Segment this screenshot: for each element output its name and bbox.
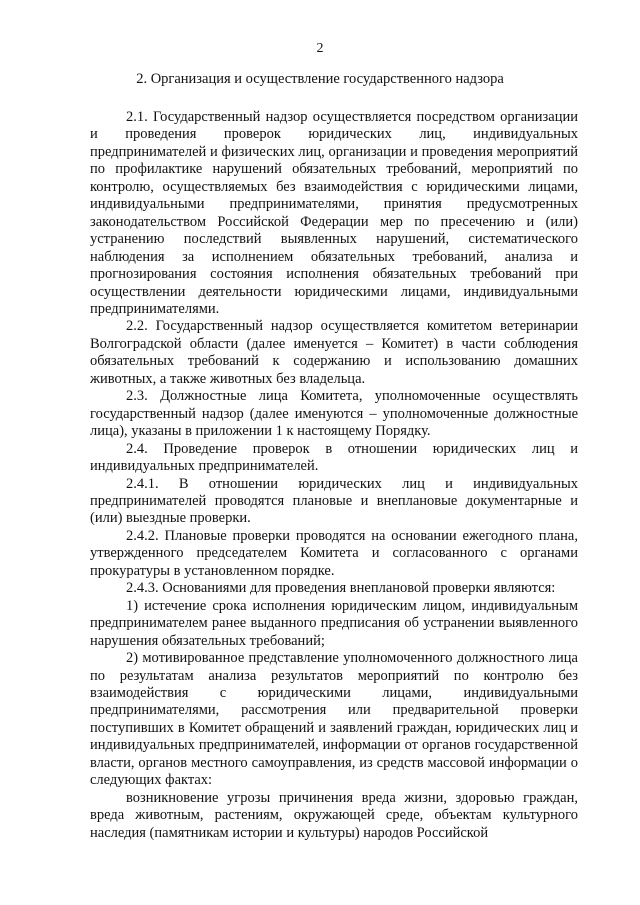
paragraph-2-2: 2.2. Государственный надзор осуществляется комитетом ветеринарии Волгоградской области (далее именуется – Комитет) в части соблюдения обязательных требований к содержанию и использованию домашних животных, а также животных без владельца. [90,318,578,387]
paragraph-2-4-3: 2.4.3. Основаниями для проведения внеплановой проверки являются: [126,580,556,597]
paragraph-2-3: 2.3. Должностные лица Комитета, уполномоченные осуществлять государственный надзор (далее именуются – уполномоченные должностные лица), указаны в приложении 1 к настоящему Порядку. [90,388,578,440]
paragraph-2-4: 2.4. Проведение проверок в отношении юридических лиц и индивидуальных предпринимателей. [90,440,578,475]
document-body [90,109,578,842]
page-number: 2 [316,41,324,56]
list-item-1: 1) истечение срока исполнения юридическим лицом, индивидуальным предпринимателем ранее выданного предписания об устранении выявленного нарушения обязательных требований; [90,597,578,649]
paragraph-threat: возникновение угрозы причинения вреда жизни, здоровью граждан, вреда животным, растениям, окружающей среде, объектам культурного наследия (памятникам истории и культуры) народов Российской [90,789,578,841]
list-item-2: 2) мотивированное представление уполномоченного должностного лица по результатам анализа результатов мероприятий по контролю без взаимодействия с юридическими лицами, индивидуальными предпринимателями, рассмотрения или предварительной проверки поступивших в Комитет обращений и заявлений граждан, юридических лиц и индивидуальных предпринимателей, информации от органов государственной власти, органов местного самоуправления, из средств массовой информации о следующих фактах: [90,650,578,789]
section-heading: 2. Организация и осуществление государственного надзора [136,71,504,87]
paragraph-2-1: 2.1. Государственный надзор осуществляется посредством организации и проведения проверок юридических лиц, индивидуальных предпринимателей и физических лиц, организации и проведения мероприятий по профилактике нарушений обязательных требований, мероприятий по контролю, осуществляемых без взаимодействия с юридическими лицами, индивидуальными предпринимателями, принятия предусмотренных законодательством Российской Федерации мер по пресечению и (или) устранению последствий выявленных нарушений, систематического наблюдения за исполнением обязательных требований, анализа и прогнозирования состояния исполнения обязательных требований при осуществлении деятельности юридическими лицами, индивидуальными предпринимателями. [90,109,578,317]
paragraph-2-4-1: 2.4.1. В отношении юридических лиц и индивидуальных предпринимателей проводятся плановые и внеплановые документарные и (или) выездные проверки. [90,475,578,527]
paragraph-2-4-2: 2.4.2. Плановые проверки проводятся на основании ежегодного плана, утвержденного председателем Комитета и согласованного с органами прокуратуры в установленном порядке. [90,527,578,579]
